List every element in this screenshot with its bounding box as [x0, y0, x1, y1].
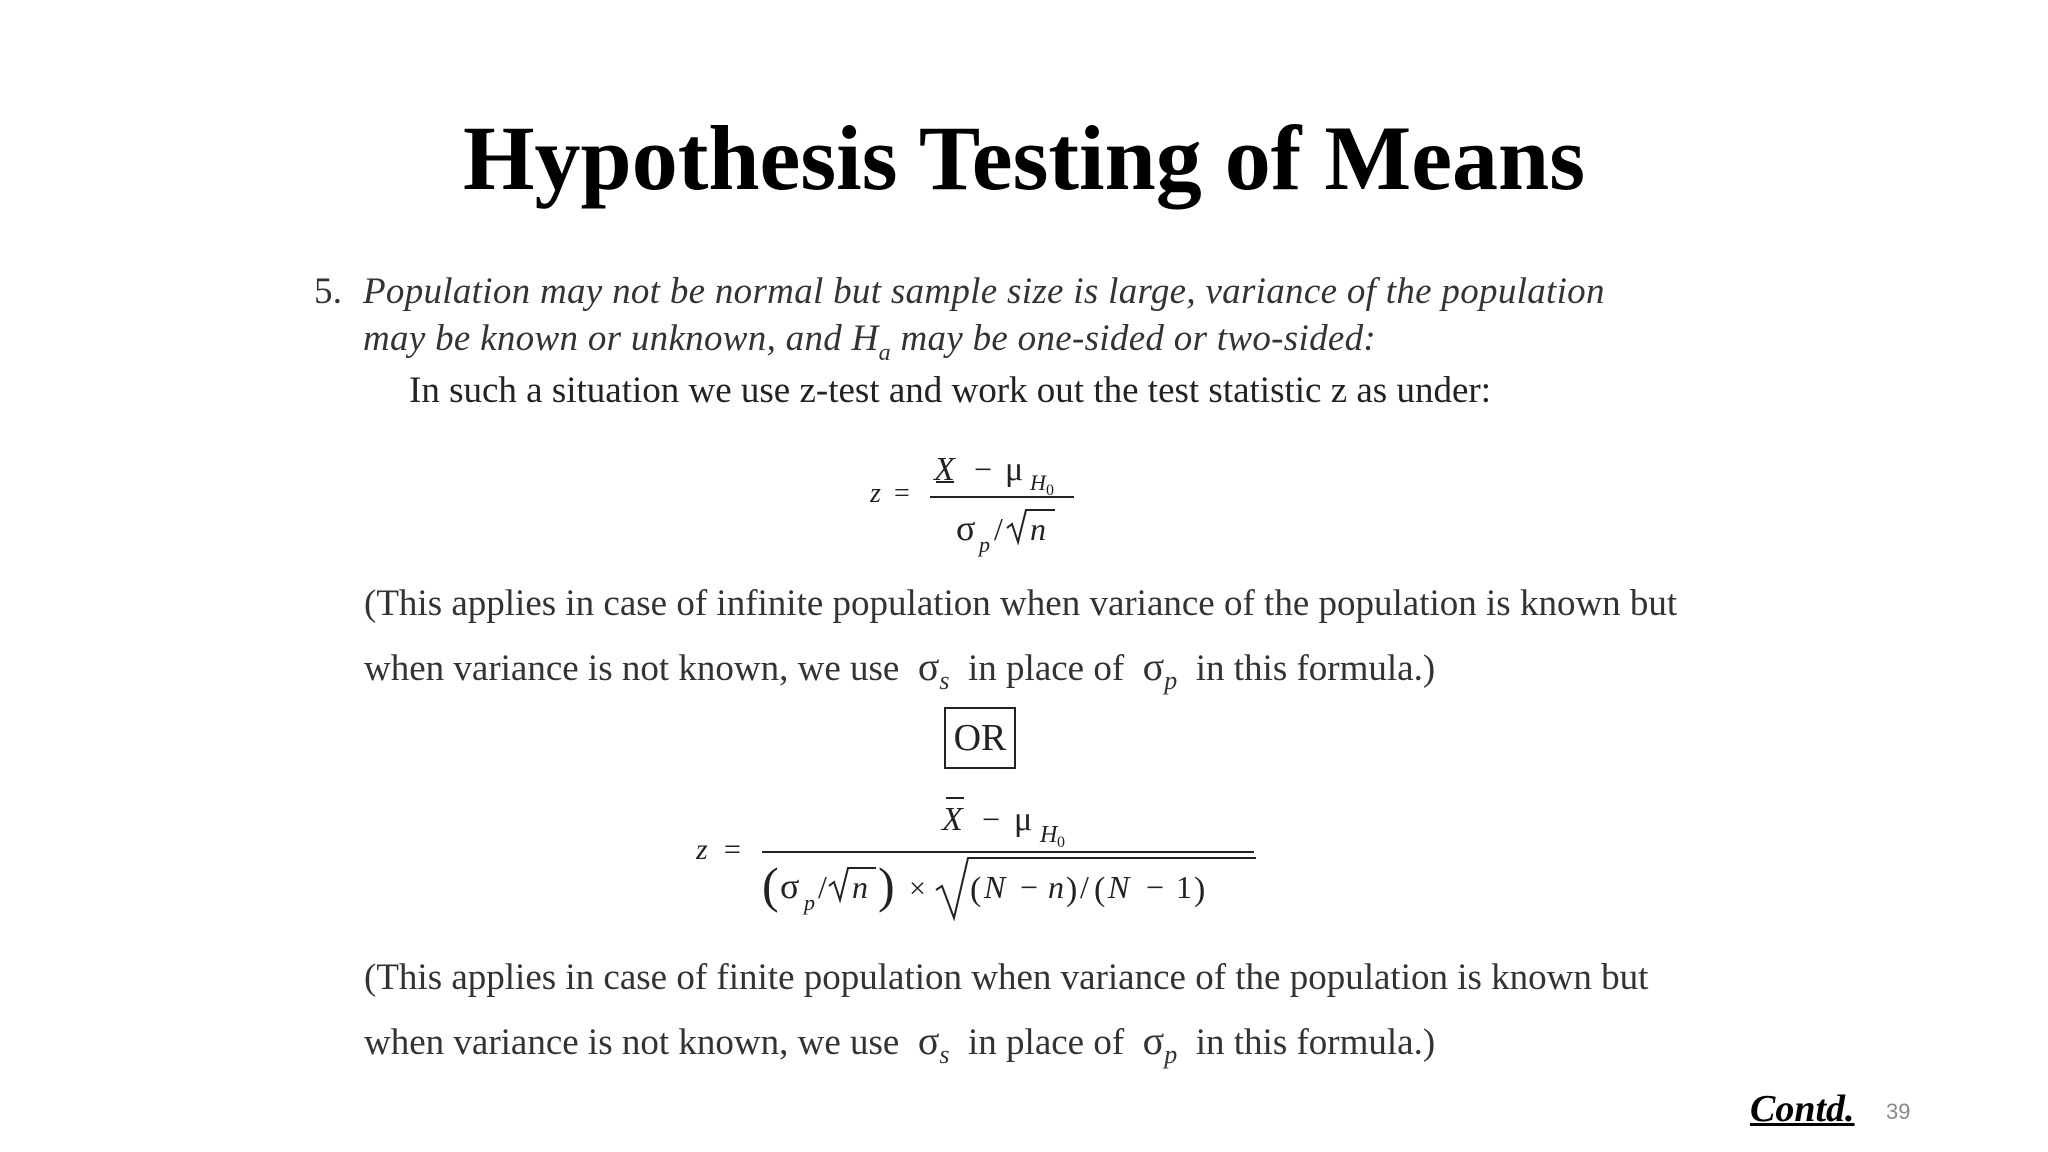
formula1-mu: μ	[1005, 451, 1024, 488]
note2-line-2-middle: in place of	[968, 1022, 1125, 1063]
formula1-equals: =	[894, 478, 910, 509]
formula2-minus3: −	[1146, 869, 1165, 905]
formula2-z: z	[696, 833, 708, 866]
item-number: 5.	[314, 271, 343, 312]
note-finite-population	[364, 946, 1754, 1086]
formula2-h0-sub: 0	[1057, 834, 1065, 851]
formula2-N1: N	[984, 869, 1006, 905]
or-box: OR	[944, 707, 1016, 769]
formula2-minus: −	[982, 801, 1001, 837]
formula2-open-paren: (	[762, 857, 779, 913]
formula2-n2: n	[1048, 869, 1064, 905]
intro-sentence: In such a situation we use z-test and work out the test statistic z as under:	[409, 370, 1491, 411]
sigma-s-glyph: σ	[917, 644, 940, 689]
note1-line-1: (This applies in case of infinite population when variance of the population is known but	[364, 583, 1678, 624]
item-text	[363, 268, 1754, 377]
formula2-close-paren: )	[878, 857, 895, 913]
note2-line-2-start: when variance is not known, we use	[364, 1022, 900, 1063]
formula2-close1: )	[1066, 871, 1078, 908]
note2-line-2	[364, 1009, 1754, 1086]
formula-infinite-population	[870, 440, 1090, 560]
note1-line-2	[364, 635, 1754, 712]
formula2-inner: (	[970, 871, 982, 908]
item-line-1: Population may not be normal but sample size is large, variance of the population	[363, 271, 1605, 312]
formula2-slash: /	[818, 869, 827, 905]
item-line-2	[363, 315, 1754, 377]
formula1-sigma-sub: p	[979, 532, 990, 557]
formula2-h0: H	[1040, 822, 1058, 848]
formula2-close2: )	[1194, 871, 1206, 908]
sigma-p-symbol	[1142, 644, 1178, 695]
formula2-open2: (	[1094, 871, 1106, 908]
formula2-N2: N	[1108, 869, 1130, 905]
formula2-slash2: /	[1080, 869, 1089, 905]
sigma-p-subscript: p	[1164, 666, 1178, 695]
page-number: 39	[1886, 1099, 1911, 1124]
formula2-mu: μ	[1014, 801, 1033, 838]
note1-line-2-middle: in place of	[968, 648, 1125, 689]
note1-line-2-start: when variance is not known, we use	[364, 648, 900, 689]
formula2-times: ×	[909, 872, 926, 905]
formula1-h0: H	[1030, 470, 1046, 495]
slide-title: Hypothesis Testing of Means	[462, 107, 1586, 209]
formula1-minus: −	[974, 451, 993, 487]
sigma-p-glyph: σ	[1142, 644, 1165, 689]
sigma-s-subscript-2: s	[939, 1040, 950, 1069]
sigma-p-symbol-2	[1142, 1018, 1178, 1069]
note-infinite-population	[364, 572, 1754, 712]
note2-line-2-end: in this formula.)	[1195, 1022, 1436, 1063]
formula2-xbar: X	[942, 801, 963, 838]
formula2-one: 1	[1176, 869, 1192, 905]
formula1-n: n	[1030, 511, 1046, 547]
formula1-xbar: X	[934, 451, 955, 488]
formula2-minus2: −	[1020, 869, 1039, 905]
note1-line-2-end: in this formula.)	[1195, 648, 1436, 689]
sigma-s-subscript: s	[939, 666, 950, 695]
sigma-s-symbol-2	[917, 1018, 950, 1069]
sigma-p-subscript-2: p	[1164, 1040, 1178, 1069]
formula2-equals: =	[724, 833, 741, 866]
contd-link[interactable]: Contd.	[1750, 1088, 1855, 1130]
formula2-n: n	[852, 869, 868, 905]
formula1-slash: /	[994, 511, 1003, 547]
formula1-z: z	[870, 478, 881, 509]
item-line-2-end: may be one-sided or two-sided:	[890, 318, 1377, 359]
sigma-p-glyph-2: σ	[1142, 1018, 1165, 1063]
note2-line-1: (This applies in case of finite population when variance of the population is known but	[364, 957, 1649, 998]
sigma-s-symbol	[917, 644, 950, 695]
list-item-5	[314, 268, 1754, 377]
formula2-sigma: σ	[780, 866, 800, 906]
alternative-hypothesis-subscript: a	[878, 340, 891, 366]
sigma-s-glyph-2: σ	[917, 1018, 940, 1063]
formula1-sigma: σ	[956, 508, 976, 548]
formula-finite-population	[696, 790, 1276, 930]
formula2-sigma-sub: p	[804, 890, 815, 915]
item-line-2-start: may be known or unknown, and H	[363, 318, 879, 359]
formula1-h0-sub: 0	[1046, 482, 1054, 499]
